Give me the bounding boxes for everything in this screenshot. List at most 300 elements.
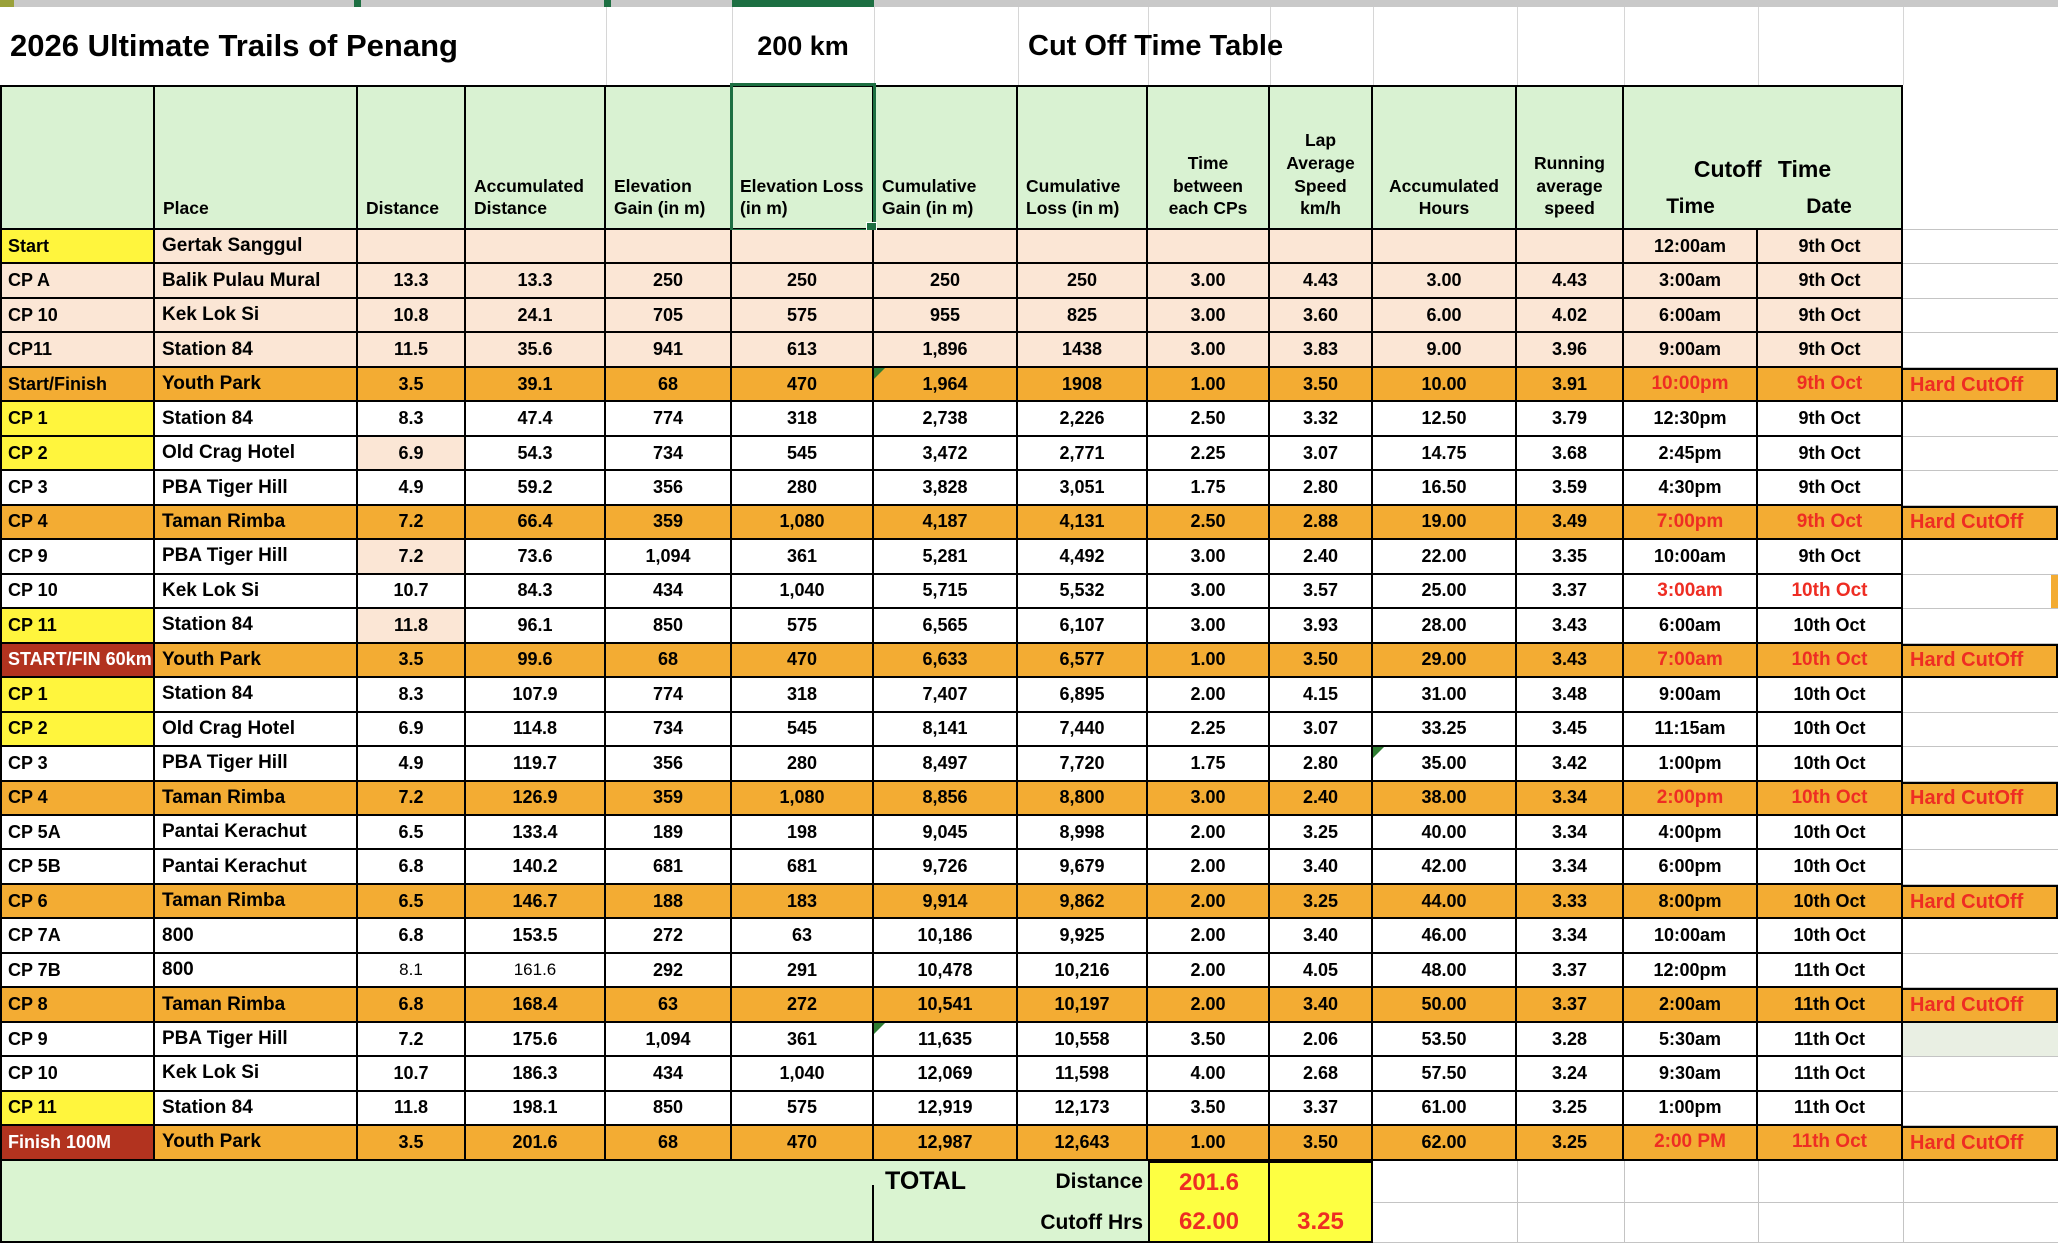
gutter-cell[interactable] (1903, 575, 2058, 609)
header-cumulative-gain[interactable]: Cumulative Gain (in m) (874, 85, 1018, 230)
elevation-gain-cell[interactable]: 434 (606, 1057, 732, 1091)
time-between-cell[interactable]: 2.00 (1148, 954, 1270, 988)
accumulated-distance-cell[interactable]: 35.6 (466, 333, 606, 367)
cumulative-gain-cell[interactable]: 8,497 (874, 747, 1018, 781)
header-distance[interactable]: Distance (358, 85, 466, 230)
cutoff-time-cell[interactable]: 9:00am (1624, 678, 1758, 712)
time-between-cell[interactable]: 1.75 (1148, 471, 1270, 505)
elevation-loss-cell[interactable]: 1,080 (732, 506, 874, 540)
accumulated-distance-cell[interactable]: 153.5 (466, 919, 606, 953)
distance-cell[interactable]: 6.9 (358, 713, 466, 747)
cutoff-time-cell[interactable]: 9:00am (1624, 333, 1758, 367)
accumulated-hours-cell[interactable]: 48.00 (1373, 954, 1517, 988)
cumulative-loss-cell[interactable]: 9,679 (1018, 850, 1148, 884)
hard-cutoff-badge[interactable]: Hard CutOff (1903, 368, 2058, 402)
cumulative-gain-cell[interactable]: 1,964 (874, 368, 1018, 402)
cutoff-date-cell[interactable]: 10th Oct (1758, 816, 1903, 850)
gutter-cell[interactable] (1903, 540, 2058, 574)
cumulative-gain-cell[interactable]: 7,407 (874, 678, 1018, 712)
distance-cell[interactable]: 6.9 (358, 437, 466, 471)
running-speed-cell[interactable]: 3.28 (1517, 1023, 1624, 1057)
cutoff-date-cell[interactable]: 10th Oct (1758, 782, 1903, 816)
accumulated-hours-cell[interactable]: 31.00 (1373, 678, 1517, 712)
time-between-cell[interactable]: 3.00 (1148, 264, 1270, 298)
elevation-gain-cell[interactable]: 356 (606, 471, 732, 505)
distance-cell[interactable]: 3.5 (358, 368, 466, 402)
cutoff-date-cell[interactable]: 9th Oct (1758, 402, 1903, 436)
accumulated-distance-cell[interactable]: 198.1 (466, 1092, 606, 1126)
elevation-gain-cell[interactable]: 681 (606, 850, 732, 884)
accumulated-hours-cell[interactable]: 16.50 (1373, 471, 1517, 505)
lap-speed-cell[interactable]: 3.40 (1270, 988, 1373, 1022)
elevation-gain-cell[interactable]: 292 (606, 954, 732, 988)
cutoff-date-cell[interactable]: 9th Oct (1758, 264, 1903, 298)
cutoff-date-cell[interactable]: 9th Oct (1758, 437, 1903, 471)
cumulative-gain-cell[interactable]: 955 (874, 299, 1018, 333)
header-gutter-cell[interactable] (1903, 85, 2058, 230)
gutter-cell[interactable] (1903, 678, 2058, 712)
distance-cell[interactable]: 7.2 (358, 782, 466, 816)
cutoff-date-cell[interactable]: 10th Oct (1758, 678, 1903, 712)
elevation-gain-cell[interactable]: 250 (606, 264, 732, 298)
cutoff-time-cell[interactable]: 7:00am (1624, 644, 1758, 678)
place-cell[interactable]: Balik Pulau Mural (155, 264, 358, 298)
accumulated-hours-cell[interactable]: 40.00 (1373, 816, 1517, 850)
cumulative-gain-cell[interactable]: 9,914 (874, 885, 1018, 919)
accumulated-hours-cell[interactable]: 62.00 (1373, 1126, 1517, 1160)
row-label-cell[interactable]: START/FIN 60km (0, 644, 155, 678)
row-label-cell[interactable]: CP 11 (0, 1092, 155, 1126)
place-cell[interactable]: PBA Tiger Hill (155, 471, 358, 505)
accumulated-distance-cell[interactable]: 107.9 (466, 678, 606, 712)
running-speed-cell[interactable]: 3.35 (1517, 540, 1624, 574)
elevation-gain-cell[interactable]: 941 (606, 333, 732, 367)
row-label-cell[interactable]: CP 10 (0, 299, 155, 333)
time-between-cell[interactable]: 4.00 (1148, 1057, 1270, 1091)
cumulative-gain-cell[interactable]: 6,565 (874, 609, 1018, 643)
place-cell[interactable]: Station 84 (155, 678, 358, 712)
cutoff-time-cell[interactable]: 10:00am (1624, 540, 1758, 574)
running-speed-cell[interactable]: 3.91 (1517, 368, 1624, 402)
cumulative-gain-cell[interactable]: 3,828 (874, 471, 1018, 505)
distance-cell[interactable]: 6.8 (358, 988, 466, 1022)
cumulative-gain-cell[interactable]: 10,478 (874, 954, 1018, 988)
header-accumulated-distance[interactable]: Accumulated Distance (466, 85, 606, 230)
cutoff-date-cell[interactable]: 9th Oct (1758, 471, 1903, 505)
accumulated-hours-cell[interactable]: 29.00 (1373, 644, 1517, 678)
place-cell[interactable]: Taman Rimba (155, 885, 358, 919)
cutoff-time-cell[interactable]: 7:00pm (1624, 506, 1758, 540)
distance-cell[interactable]: 11.8 (358, 609, 466, 643)
cutoff-time-cell[interactable]: 4:00pm (1624, 816, 1758, 850)
accumulated-hours-cell[interactable]: 61.00 (1373, 1092, 1517, 1126)
distance-cell[interactable]: 10.7 (358, 575, 466, 609)
time-between-cell[interactable]: 2.00 (1148, 678, 1270, 712)
cumulative-gain-cell[interactable]: 4,187 (874, 506, 1018, 540)
running-speed-cell[interactable]: 3.37 (1517, 954, 1624, 988)
accumulated-distance-cell[interactable]: 66.4 (466, 506, 606, 540)
cumulative-loss-cell[interactable]: 6,895 (1018, 678, 1148, 712)
cumulative-gain-cell[interactable]: 3,472 (874, 437, 1018, 471)
cumulative-loss-cell[interactable]: 1908 (1018, 368, 1148, 402)
accumulated-distance-cell[interactable]: 84.3 (466, 575, 606, 609)
accumulated-hours-cell[interactable]: 10.00 (1373, 368, 1517, 402)
lap-speed-cell[interactable]: 2.80 (1270, 747, 1373, 781)
total-average-speed-value[interactable]: 3.25 (1270, 1202, 1373, 1243)
lap-speed-cell[interactable]: 3.50 (1270, 368, 1373, 402)
distance-cell[interactable]: 4.9 (358, 471, 466, 505)
cumulative-gain-cell[interactable]: 2,738 (874, 402, 1018, 436)
accumulated-distance-cell[interactable]: 140.2 (466, 850, 606, 884)
elevation-loss-cell[interactable]: 280 (732, 471, 874, 505)
cutoff-date-cell[interactable]: 10th Oct (1758, 713, 1903, 747)
header-lap-average-speed[interactable]: Lap Average Speed km/h (1270, 85, 1373, 230)
lap-speed-cell[interactable]: 2.40 (1270, 540, 1373, 574)
time-between-cell[interactable]: 3.00 (1148, 540, 1270, 574)
distance-cell[interactable]: 11.5 (358, 333, 466, 367)
accumulated-distance-cell[interactable]: 133.4 (466, 816, 606, 850)
place-cell[interactable]: Youth Park (155, 368, 358, 402)
accumulated-hours-cell[interactable]: 3.00 (1373, 264, 1517, 298)
place-cell[interactable]: Kek Lok Si (155, 1057, 358, 1091)
lap-speed-cell[interactable]: 3.83 (1270, 333, 1373, 367)
distance-cell[interactable]: 3.5 (358, 1126, 466, 1160)
hard-cutoff-badge[interactable]: Hard CutOff (1903, 782, 2058, 816)
cutoff-date-cell[interactable]: 10th Oct (1758, 575, 1903, 609)
accumulated-distance-cell[interactable]: 168.4 (466, 988, 606, 1022)
running-speed-cell[interactable]: 3.48 (1517, 678, 1624, 712)
elevation-gain-cell[interactable]: 189 (606, 816, 732, 850)
cutoff-date-cell[interactable]: 11th Oct (1758, 1092, 1903, 1126)
cutoff-date-cell[interactable]: 10th Oct (1758, 850, 1903, 884)
cumulative-loss-cell[interactable]: 3,051 (1018, 471, 1148, 505)
header-cumulative-loss[interactable]: Cumulative Loss (in m) (1018, 85, 1148, 230)
cumulative-loss-cell[interactable]: 7,720 (1018, 747, 1148, 781)
distance-cell[interactable]: 8.1 (358, 954, 466, 988)
cumulative-gain-cell[interactable]: 12,069 (874, 1057, 1018, 1091)
table-subtitle[interactable]: Cut Off Time Table (1028, 29, 1284, 62)
accumulated-distance-cell[interactable]: 47.4 (466, 402, 606, 436)
accumulated-hours-cell[interactable]: 9.00 (1373, 333, 1517, 367)
running-speed-cell[interactable]: 4.43 (1517, 264, 1624, 298)
elevation-gain-cell[interactable]: 434 (606, 575, 732, 609)
running-speed-cell[interactable]: 3.34 (1517, 850, 1624, 884)
cutoff-time-cell[interactable]: 5:30am (1624, 1023, 1758, 1057)
elevation-gain-cell[interactable]: 68 (606, 1126, 732, 1160)
elevation-loss-cell[interactable]: 575 (732, 1092, 874, 1126)
cumulative-loss-cell[interactable]: 1438 (1018, 333, 1148, 367)
time-between-cell[interactable]: 3.50 (1148, 1092, 1270, 1126)
row-label-cell[interactable]: CP 7A (0, 919, 155, 953)
distance-cell[interactable]: 7.2 (358, 506, 466, 540)
row-label-cell[interactable]: CP 11 (0, 609, 155, 643)
place-cell[interactable]: Taman Rimba (155, 782, 358, 816)
accumulated-hours-cell[interactable]: 50.00 (1373, 988, 1517, 1022)
running-speed-cell[interactable]: 3.34 (1517, 782, 1624, 816)
cumulative-gain-cell[interactable]: 8,856 (874, 782, 1018, 816)
accumulated-hours-cell[interactable]: 38.00 (1373, 782, 1517, 816)
running-speed-cell[interactable]: 3.43 (1517, 609, 1624, 643)
row-label-cell[interactable]: CP11 (0, 333, 155, 367)
lap-speed-cell[interactable]: 4.43 (1270, 264, 1373, 298)
cutoff-date-cell[interactable]: 9th Oct (1758, 230, 1903, 264)
accumulated-distance-cell[interactable]: 161.6 (466, 954, 606, 988)
time-between-cell[interactable]: 3.00 (1148, 299, 1270, 333)
hard-cutoff-badge[interactable]: Hard CutOff (1903, 885, 2058, 919)
cutoff-time-cell[interactable]: 10:00am (1624, 919, 1758, 953)
accumulated-hours-cell[interactable]: 6.00 (1373, 299, 1517, 333)
elevation-gain-cell[interactable]: 356 (606, 747, 732, 781)
accumulated-distance-cell[interactable]: 175.6 (466, 1023, 606, 1057)
accumulated-hours-cell[interactable]: 28.00 (1373, 609, 1517, 643)
elevation-loss-cell[interactable]: 1,040 (732, 575, 874, 609)
running-speed-cell[interactable]: 3.34 (1517, 919, 1624, 953)
cumulative-gain-cell[interactable]: 8,141 (874, 713, 1018, 747)
accumulated-distance-cell[interactable]: 39.1 (466, 368, 606, 402)
lap-speed-cell[interactable] (1270, 230, 1373, 264)
time-between-cell[interactable]: 2.00 (1148, 919, 1270, 953)
elevation-gain-cell[interactable]: 850 (606, 609, 732, 643)
cumulative-gain-cell[interactable]: 10,541 (874, 988, 1018, 1022)
lap-speed-cell[interactable]: 3.25 (1270, 816, 1373, 850)
place-cell[interactable]: Old Crag Hotel (155, 713, 358, 747)
cutoff-date-cell[interactable]: 9th Oct (1758, 333, 1903, 367)
elevation-loss-cell[interactable]: 545 (732, 437, 874, 471)
cutoff-date-cell[interactable]: 9th Oct (1758, 368, 1903, 402)
cumulative-loss-cell[interactable]: 11,598 (1018, 1057, 1148, 1091)
cutoff-time-cell[interactable]: 8:00pm (1624, 885, 1758, 919)
row-label-cell[interactable]: CP 9 (0, 1023, 155, 1057)
distance-cell[interactable]: 8.3 (358, 402, 466, 436)
cumulative-gain-cell[interactable]: 1,896 (874, 333, 1018, 367)
running-speed-cell[interactable]: 3.42 (1517, 747, 1624, 781)
header-elevation-gain[interactable]: Elevation Gain (in m) (606, 85, 732, 230)
elevation-gain-cell[interactable]: 850 (606, 1092, 732, 1126)
header-time-between[interactable]: Time between each CPs (1148, 85, 1270, 230)
cumulative-loss-cell[interactable] (1018, 230, 1148, 264)
lap-speed-cell[interactable]: 3.60 (1270, 299, 1373, 333)
time-between-cell[interactable]: 1.00 (1148, 1126, 1270, 1160)
distance-cell[interactable]: 6.5 (358, 816, 466, 850)
running-speed-cell[interactable]: 3.45 (1517, 713, 1624, 747)
accumulated-hours-cell[interactable]: 14.75 (1373, 437, 1517, 471)
running-speed-cell[interactable] (1517, 230, 1624, 264)
cutoff-time-cell[interactable]: 1:00pm (1624, 747, 1758, 781)
row-label-cell[interactable]: CP 4 (0, 506, 155, 540)
lap-speed-cell[interactable]: 4.15 (1270, 678, 1373, 712)
running-speed-cell[interactable]: 3.37 (1517, 575, 1624, 609)
lap-speed-cell[interactable]: 2.06 (1270, 1023, 1373, 1057)
header-elevation-loss[interactable]: Elevation Loss (in m) (732, 85, 874, 230)
elevation-loss-cell[interactable]: 183 (732, 885, 874, 919)
accumulated-hours-cell[interactable] (1373, 230, 1517, 264)
cumulative-loss-cell[interactable]: 10,216 (1018, 954, 1148, 988)
accumulated-hours-cell[interactable]: 35.00 (1373, 747, 1517, 781)
cutoff-time-cell[interactable]: 11:15am (1624, 713, 1758, 747)
place-cell[interactable]: PBA Tiger Hill (155, 1023, 358, 1057)
cutoff-time-cell[interactable]: 2:45pm (1624, 437, 1758, 471)
row-label-cell[interactable]: CP 10 (0, 1057, 155, 1091)
distance-cell[interactable]: 10.7 (358, 1057, 466, 1091)
total-label[interactable]: TOTAL (885, 1167, 967, 1195)
cutoff-date-cell[interactable]: 9th Oct (1758, 299, 1903, 333)
cutoff-date-cell[interactable]: 11th Oct (1758, 988, 1903, 1022)
elevation-loss-cell[interactable]: 250 (732, 264, 874, 298)
cumulative-gain-cell[interactable] (874, 230, 1018, 264)
total-distance-value[interactable]: 201.6 (1148, 1161, 1270, 1202)
cumulative-loss-cell[interactable]: 12,643 (1018, 1126, 1148, 1160)
accumulated-distance-cell[interactable]: 201.6 (466, 1126, 606, 1160)
accumulated-distance-cell[interactable]: 186.3 (466, 1057, 606, 1091)
gutter-cell[interactable] (1903, 713, 2058, 747)
place-cell[interactable]: Taman Rimba (155, 988, 358, 1022)
page-title[interactable]: 2026 Ultimate Trails of Penang (10, 28, 458, 63)
elevation-loss-cell[interactable]: 1,040 (732, 1057, 874, 1091)
place-cell[interactable]: Station 84 (155, 402, 358, 436)
accumulated-hours-cell[interactable]: 22.00 (1373, 540, 1517, 574)
total-cutoff-hours-value[interactable]: 62.00 (1148, 1202, 1270, 1243)
place-cell[interactable]: 800 (155, 954, 358, 988)
accumulated-distance-cell[interactable]: 13.3 (466, 264, 606, 298)
elevation-loss-cell[interactable]: 470 (732, 644, 874, 678)
accumulated-distance-cell[interactable]: 73.6 (466, 540, 606, 574)
running-speed-cell[interactable]: 3.33 (1517, 885, 1624, 919)
row-label-cell[interactable]: Finish 100M (0, 1126, 155, 1160)
cumulative-loss-cell[interactable]: 2,226 (1018, 402, 1148, 436)
running-speed-cell[interactable]: 3.96 (1517, 333, 1624, 367)
row-label-cell[interactable]: CP 6 (0, 885, 155, 919)
hard-cutoff-badge[interactable]: Hard CutOff (1903, 988, 2058, 1022)
time-between-cell[interactable]: 2.25 (1148, 713, 1270, 747)
time-between-cell[interactable]: 2.50 (1148, 402, 1270, 436)
lap-speed-cell[interactable]: 3.40 (1270, 919, 1373, 953)
place-cell[interactable]: Old Crag Hotel (155, 437, 358, 471)
gutter-cell[interactable] (1903, 1023, 2058, 1057)
place-cell[interactable]: Pantai Kerachut (155, 850, 358, 884)
lap-speed-cell[interactable]: 3.57 (1270, 575, 1373, 609)
place-cell[interactable]: 800 (155, 919, 358, 953)
row-label-cell[interactable]: CP 1 (0, 678, 155, 712)
gutter-cell[interactable] (1903, 609, 2058, 643)
gutter-cell[interactable] (1903, 1092, 2058, 1126)
cumulative-gain-cell[interactable]: 5,715 (874, 575, 1018, 609)
hard-cutoff-badge[interactable]: Hard CutOff (1903, 644, 2058, 678)
accumulated-distance-cell[interactable]: 114.8 (466, 713, 606, 747)
distance-cell[interactable] (358, 230, 466, 264)
place-cell[interactable]: Youth Park (155, 1126, 358, 1160)
time-between-cell[interactable]: 2.25 (1148, 437, 1270, 471)
cutoff-date-cell[interactable]: 11th Oct (1758, 1023, 1903, 1057)
time-between-cell[interactable]: 1.75 (1148, 747, 1270, 781)
place-cell[interactable]: Youth Park (155, 644, 358, 678)
cutoff-date-cell[interactable]: 9th Oct (1758, 506, 1903, 540)
elevation-gain-cell[interactable]: 734 (606, 713, 732, 747)
row-label-cell[interactable]: CP 8 (0, 988, 155, 1022)
distance-cell[interactable]: 6.8 (358, 850, 466, 884)
accumulated-hours-cell[interactable]: 46.00 (1373, 919, 1517, 953)
running-speed-cell[interactable]: 4.02 (1517, 299, 1624, 333)
gutter-cell[interactable] (1903, 850, 2058, 884)
running-speed-cell[interactable]: 3.34 (1517, 816, 1624, 850)
cutoff-time-cell[interactable]: 2:00am (1624, 988, 1758, 1022)
cumulative-gain-cell[interactable]: 10,186 (874, 919, 1018, 953)
gutter-cell[interactable] (1903, 919, 2058, 953)
distance-cell[interactable]: 7.2 (358, 540, 466, 574)
accumulated-hours-cell[interactable]: 12.50 (1373, 402, 1517, 436)
elevation-gain-cell[interactable]: 188 (606, 885, 732, 919)
cumulative-loss-cell[interactable]: 5,532 (1018, 575, 1148, 609)
cumulative-loss-cell[interactable]: 4,131 (1018, 506, 1148, 540)
time-between-cell[interactable] (1148, 230, 1270, 264)
race-distance-cell[interactable]: 200 km (757, 30, 849, 61)
running-speed-cell[interactable]: 3.43 (1517, 644, 1624, 678)
lap-speed-cell[interactable]: 3.25 (1270, 885, 1373, 919)
total-blank-cell[interactable] (1270, 1161, 1373, 1202)
row-label-cell[interactable]: Start/Finish (0, 368, 155, 402)
cutoff-time-cell[interactable]: 9:30am (1624, 1057, 1758, 1091)
lap-speed-cell[interactable]: 4.05 (1270, 954, 1373, 988)
accumulated-hours-cell[interactable]: 33.25 (1373, 713, 1517, 747)
accumulated-hours-cell[interactable]: 44.00 (1373, 885, 1517, 919)
cutoff-time-cell[interactable]: 12:30pm (1624, 402, 1758, 436)
lap-speed-cell[interactable]: 3.07 (1270, 713, 1373, 747)
cumulative-loss-cell[interactable]: 12,173 (1018, 1092, 1148, 1126)
elevation-gain-cell[interactable]: 774 (606, 678, 732, 712)
elevation-loss-cell[interactable]: 613 (732, 333, 874, 367)
cutoff-date-cell[interactable]: 11th Oct (1758, 1126, 1903, 1160)
total-cutoff-hours-label[interactable]: Cutoff Hrs (1040, 1210, 1143, 1234)
row-label-cell[interactable]: CP 1 (0, 402, 155, 436)
cutoff-time-cell[interactable]: 4:30pm (1624, 471, 1758, 505)
row-label-cell[interactable]: CP 9 (0, 540, 155, 574)
elevation-gain-cell[interactable]: 734 (606, 437, 732, 471)
cumulative-loss-cell[interactable]: 10,558 (1018, 1023, 1148, 1057)
lap-speed-cell[interactable]: 3.40 (1270, 850, 1373, 884)
running-speed-cell[interactable]: 3.25 (1517, 1126, 1624, 1160)
row-label-cell[interactable]: CP 5A (0, 816, 155, 850)
row-label-cell[interactable]: CP 2 (0, 713, 155, 747)
header-blank[interactable] (0, 85, 155, 230)
header-cutoff-time[interactable] (1624, 85, 1903, 230)
gutter-cell[interactable] (1903, 333, 2058, 367)
hard-cutoff-badge[interactable]: Hard CutOff (1903, 506, 2058, 540)
accumulated-hours-cell[interactable]: 19.00 (1373, 506, 1517, 540)
elevation-gain-cell[interactable]: 359 (606, 782, 732, 816)
elevation-gain-cell[interactable]: 774 (606, 402, 732, 436)
cutoff-time-cell[interactable]: 12:00am (1624, 230, 1758, 264)
elevation-loss-cell[interactable]: 361 (732, 540, 874, 574)
distance-cell[interactable]: 7.2 (358, 1023, 466, 1057)
gutter-cell[interactable] (1903, 264, 2058, 298)
accumulated-hours-cell[interactable]: 57.50 (1373, 1057, 1517, 1091)
cumulative-loss-cell[interactable]: 250 (1018, 264, 1148, 298)
gutter-cell[interactable] (1903, 471, 2058, 505)
distance-cell[interactable]: 11.8 (358, 1092, 466, 1126)
elevation-gain-cell[interactable] (606, 230, 732, 264)
distance-cell[interactable]: 6.8 (358, 919, 466, 953)
accumulated-hours-cell[interactable]: 42.00 (1373, 850, 1517, 884)
cutoff-time-cell[interactable]: 6:00pm (1624, 850, 1758, 884)
cumulative-loss-cell[interactable]: 10,197 (1018, 988, 1148, 1022)
cutoff-time-cell[interactable]: 3:00am (1624, 575, 1758, 609)
running-speed-cell[interactable]: 3.68 (1517, 437, 1624, 471)
elevation-gain-cell[interactable]: 68 (606, 368, 732, 402)
elevation-loss-cell[interactable]: 575 (732, 609, 874, 643)
elevation-loss-cell[interactable]: 545 (732, 713, 874, 747)
cumulative-loss-cell[interactable]: 6,107 (1018, 609, 1148, 643)
row-label-cell[interactable]: Start (0, 230, 155, 264)
elevation-loss-cell[interactable]: 280 (732, 747, 874, 781)
